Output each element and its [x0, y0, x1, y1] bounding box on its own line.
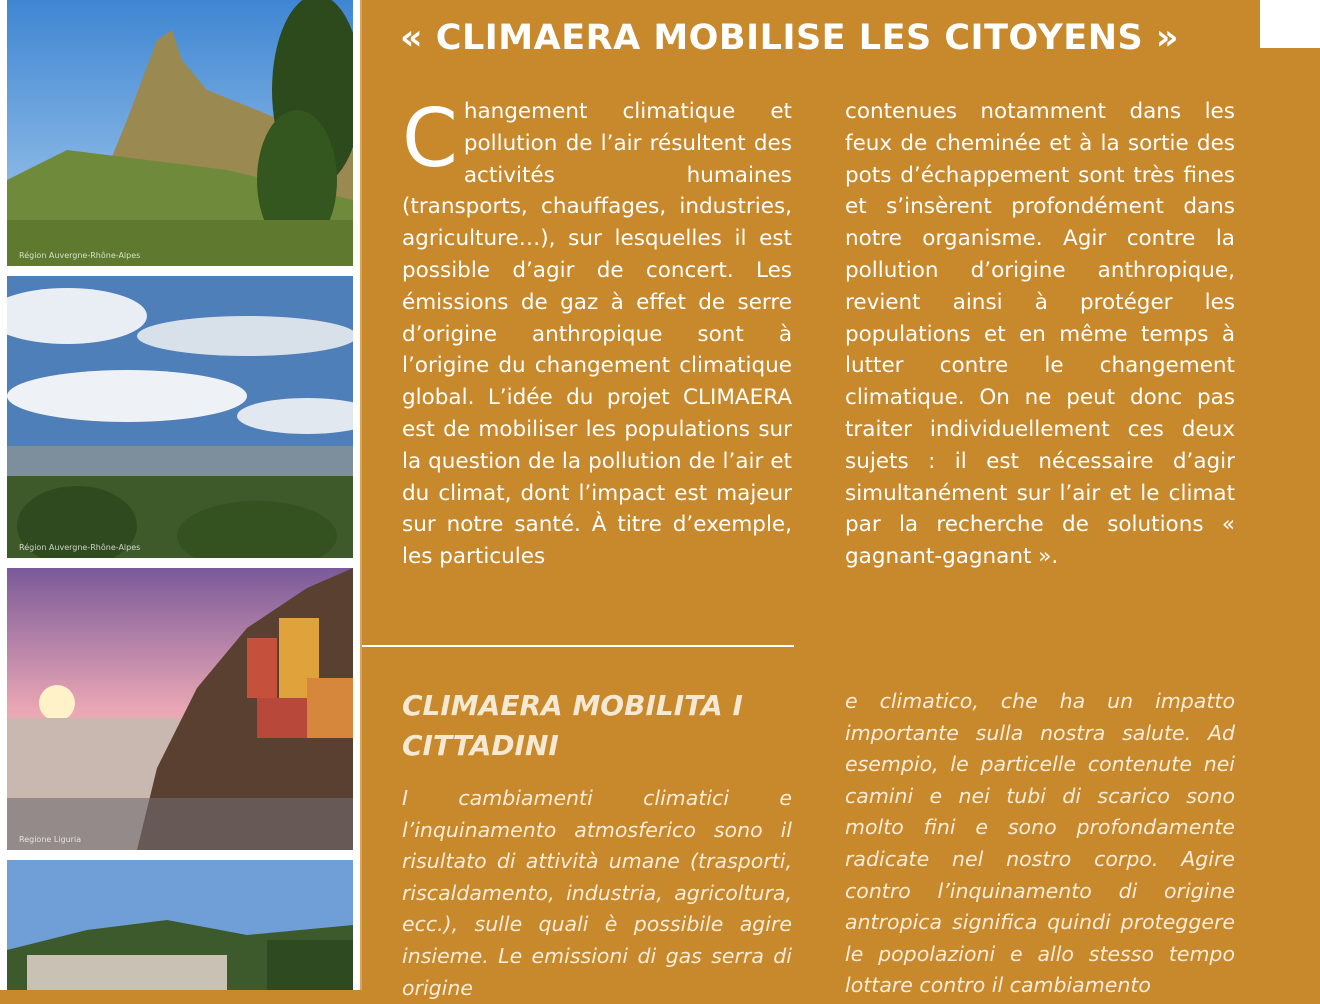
corner-marker: [1260, 0, 1320, 48]
mountain-photo: [7, 0, 353, 266]
french-column-1: [402, 92, 792, 573]
city-photo: [7, 860, 353, 990]
photo-caption: Région Auvergne-Rhône-Alpes: [19, 251, 141, 260]
section-separator: [362, 645, 794, 647]
italian-column-1: I cambiamenti climatici e l’inquinamento atmosferico sono il risultato di attività umane (trasporti, riscaldamento, industria, agricoltura, ecc.), sulle quali è possibile agire insieme. Le emissioni di gas serra di origine: [402, 786, 792, 1000]
french-text-1: hangement climatique et pollution de l’air résultent des activités humaines (transports, chauffages, industries, agriculture…), sur lesquelles il est possible d’agir de concert. Les émissions de gaz à effet de serre d’origine anthropique sont à l’origine du changement climatique global. L’idée du projet CLIMAERA est de mobiliser les populations sur la question de la pollution de l’air et du climat, dont l’impact est majeur sur notre santé. À titre d’exemple, les particules: [402, 99, 792, 570]
photo-column: [0, 0, 360, 990]
coastal-village-photo: [7, 568, 353, 850]
photo-caption: Région Auvergne-Rhône-Alpes: [19, 543, 141, 552]
photo-caption: Regione Liguria: [19, 835, 82, 844]
italian-column-2: e climatico, che ha un impatto importante sulla nostra salute. Ad esempio, le particelle contenute nei camini e nei tubi di scarico sono molto fini e sono profondamente radicate nel nostro corpo. Agire contro l’inquinamento di origine antropica significa quindi proteggere le popolazioni e allo stesso tempo lottare contro il cambiamento: [845, 689, 1235, 998]
drop-cap: C: [402, 92, 458, 185]
french-title: « CLIMAERA MOBILISE LES CITOYENS »: [400, 18, 1180, 58]
french-column-2: contenues notamment dans les feux de cheminée et à la sortie des pots d’échappement sont très fines et s’insèrent profondément dans notre organisme. Agir contre la pollution d’origine anthropique, revient ainsi à protéger les populations et en même temps à lutter contre le changement climatique. On ne peut donc pas traiter individuellement ces deux sujets : il est nécessaire d’agir simultanément sur l’air et le climat par la recherche de solutions « gagnant-gagnant ».: [845, 99, 1235, 570]
italian-title: CLIMAERA MOBILITA I CITTADINI: [402, 689, 743, 762]
column-divider: [360, 0, 362, 990]
valley-photo: [7, 276, 353, 558]
